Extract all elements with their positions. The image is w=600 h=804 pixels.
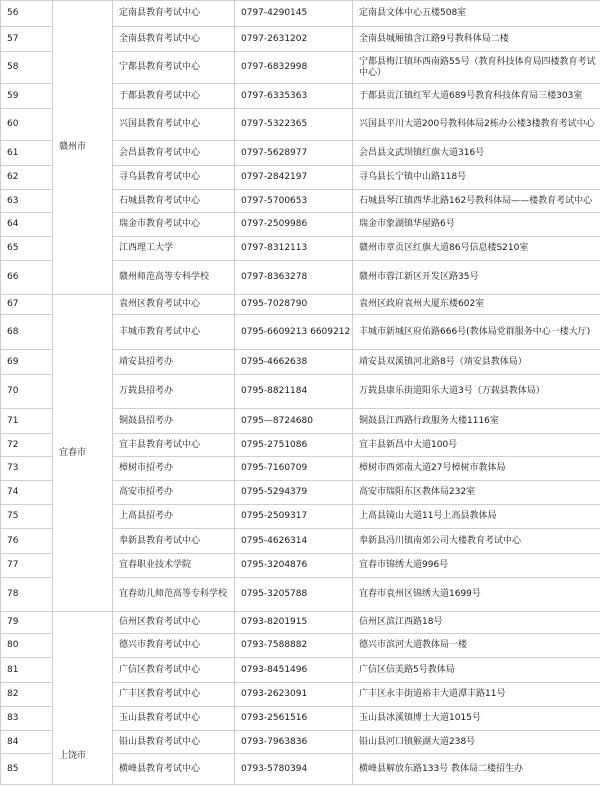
address: 铅山县河口镇猴湖大道238号: [353, 731, 600, 754]
unit-name: 铅山县教育考试中心: [113, 731, 235, 754]
unit-name: 广信区教育考试中心: [113, 658, 235, 683]
unit-name: 信州区教育考试中心: [113, 612, 235, 634]
unit-name: 瑞金市教育考试中心: [113, 213, 235, 237]
phone-number: 0795-8821184: [235, 375, 353, 409]
row-number: 59: [1, 84, 53, 109]
phone-number: 0797-4290145: [235, 1, 353, 27]
address: 上高县镜山大道11号上高县教体局: [353, 505, 600, 529]
address: 高安市瑞阳东区教体局232室: [353, 481, 600, 505]
address: 广丰区永丰街道裕丰大道潭丰路11号: [353, 683, 600, 707]
phone-number: 0795-7160709: [235, 457, 353, 481]
row-number: 85: [1, 754, 53, 785]
address: 定南县文体中心五楼508室: [353, 1, 600, 27]
row-number: 63: [1, 190, 53, 213]
unit-name: 高安市招考办: [113, 481, 235, 505]
table-row: [1, 295, 600, 315]
unit-name: 宁都县教育考试中心: [113, 52, 235, 84]
phone-number: 0795-3204876: [235, 554, 353, 578]
unit-name: 德兴市教育考试中心: [113, 634, 235, 658]
phone-number: 0797-5322365: [235, 109, 353, 141]
address: 丰城市新城区府佑路666号(教体局党群服务中心一楼大厅): [353, 315, 600, 350]
address: 宜春市袁州区锦绣大道1699号: [353, 578, 600, 612]
row-number: 68: [1, 315, 53, 350]
phone-number: 0793-2623091: [235, 683, 353, 707]
row-number: 57: [1, 27, 53, 52]
address: 玉山县冰溪镇博士大道1015号: [353, 707, 600, 731]
row-number: 81: [1, 658, 53, 683]
address: 宜丰县新昌中大道100号: [353, 434, 600, 457]
unit-name: 兴国县教育考试中心: [113, 109, 235, 141]
unit-name: 铜鼓县招考办: [113, 409, 235, 434]
row-number: 82: [1, 683, 53, 707]
row-number: 73: [1, 457, 53, 481]
phone-number: 0793-2561516: [235, 707, 353, 731]
address: 宁都县梅江镇环西南路55号（教育科技体育局四楼教育考试中心）: [353, 52, 600, 84]
unit-name: 奉新县教育考试中心: [113, 529, 235, 554]
phone-number: 0793-8201915: [235, 612, 353, 634]
row-number: 67: [1, 295, 53, 315]
phone-number: 0793-7963836: [235, 731, 353, 754]
phone-number: 0795-2509317: [235, 505, 353, 529]
row-number: 65: [1, 237, 53, 261]
address: 石城县琴江镇西华北路162号教科体局——楼教育考试中心: [353, 190, 600, 213]
address: 樟树市西郊南大道27号樟树市教体局: [353, 457, 600, 481]
address: 全南县城厢镇含江路9号教科体局二楼: [353, 27, 600, 52]
unit-name: 定南县教育考试中心: [113, 1, 235, 27]
unit-name: 寻乌县教育考试中心: [113, 166, 235, 190]
row-number: 78: [1, 578, 53, 612]
phone-number: 0793-8451496: [235, 658, 353, 683]
phone-number: 0795-7028790: [235, 295, 353, 315]
city-cell-yichun: 宜春市: [53, 295, 113, 612]
unit-name: 樟树市招考办: [113, 457, 235, 481]
unit-name: 袁州区教育考试中心: [113, 295, 235, 315]
address: 赣州市蓉江新区开发区路35号: [353, 261, 600, 295]
unit-name: 全南县教育考试中心: [113, 27, 235, 52]
phone-number: 0795-4662638: [235, 350, 353, 375]
phone-number: 0797-8312113: [235, 237, 353, 261]
unit-name: 横峰县教育考试中心: [113, 754, 235, 785]
address: 信州区滨江西路18号: [353, 612, 600, 634]
address: 兴国县平川大道200号教科体局2栋办公楼3楼教育考试中心: [353, 109, 600, 141]
row-number: 71: [1, 409, 53, 434]
address: 赣州市章贡区红旗大道86号信息楼S210室: [353, 237, 600, 261]
unit-name: 石城县教育考试中心: [113, 190, 235, 213]
phone-number: 0795-2751086: [235, 434, 353, 457]
address: 广信区信美路5号教体局: [353, 658, 600, 683]
row-number: 77: [1, 554, 53, 578]
phone-number: 0797-2631202: [235, 27, 353, 52]
row-number: 72: [1, 434, 53, 457]
phone-number: 0797-6832998: [235, 52, 353, 84]
row-number: 56: [1, 1, 53, 27]
unit-name: 宜春幼儿师范高等专科学校: [113, 578, 235, 612]
phone-number: 0797-2509986: [235, 213, 353, 237]
table-row: [1, 1, 600, 27]
unit-name: 广丰区教育考试中心: [113, 683, 235, 707]
address: 奉新县冯川镇南郊公司大楼教育考试中心: [353, 529, 600, 554]
unit-name: 玉山县教育考试中心: [113, 707, 235, 731]
phone-number: 0795-5294379: [235, 481, 353, 505]
city-cell-ganzhou: 赣州市: [53, 1, 113, 295]
row-number: 75: [1, 505, 53, 529]
phone-number: 0797-6335363: [235, 84, 353, 109]
phone-number: 0795-3205788: [235, 578, 353, 612]
directory-table-body: [1, 1, 600, 785]
row-number: 64: [1, 213, 53, 237]
address: 袁州区政府袁州大厦东楼602室: [353, 295, 600, 315]
unit-name: 宜丰县教育考试中心: [113, 434, 235, 457]
phone-number: 0797-8363278: [235, 261, 353, 295]
unit-name: 会昌县教育考试中心: [113, 141, 235, 166]
unit-name: 赣州师范高等专科学校: [113, 261, 235, 295]
address: 德兴市滨河大道教体局一楼: [353, 634, 600, 658]
unit-name: 上高县招考办: [113, 505, 235, 529]
row-number: 69: [1, 350, 53, 375]
address: 万载县康乐街道阳乐大道3号（万载县教体局）: [353, 375, 600, 409]
phone-number: 0793-5780394: [235, 754, 353, 785]
row-number: 84: [1, 731, 53, 754]
unit-name: 丰城市教育考试中心: [113, 315, 235, 350]
row-number: 58: [1, 52, 53, 84]
address: 靖安县双溪镇河北路8号（靖安县教体局）: [353, 350, 600, 375]
row-number: 76: [1, 529, 53, 554]
row-number: 66: [1, 261, 53, 295]
row-number: 74: [1, 481, 53, 505]
address: 瑞金市象湖镇华屋路6号: [353, 213, 600, 237]
phone-number: 0795-4626314: [235, 529, 353, 554]
phone-number: 0793-7588882: [235, 634, 353, 658]
phone-number: 0797-2842197: [235, 166, 353, 190]
row-number: 70: [1, 375, 53, 409]
phone-number: 0795-6609213 6609212: [235, 315, 353, 350]
address: 横峰县解放东路133号 教体局二楼招生办: [353, 754, 600, 785]
address: 寻乌县长宁镇中山路118号: [353, 166, 600, 190]
unit-name: 江西理工大学: [113, 237, 235, 261]
phone-number: 0795—8724680: [235, 409, 353, 434]
address: 会昌县文武坝镇红旗大道316号: [353, 141, 600, 166]
address: 宜春市锦绣大道996号: [353, 554, 600, 578]
unit-name: 宜春职业技术学院: [113, 554, 235, 578]
address: 铜鼓县江西路行政服务大楼1116室: [353, 409, 600, 434]
table-row: [1, 612, 600, 634]
row-number: 62: [1, 166, 53, 190]
unit-name: 靖安县招考办: [113, 350, 235, 375]
city-cell-shangrao: 上饶市: [53, 612, 113, 785]
row-number: 60: [1, 109, 53, 141]
address: 于都县贡江镇红军大道689号教育科技体育局三楼303室: [353, 84, 600, 109]
phone-number: 0797-5628977: [235, 141, 353, 166]
unit-name: 于都县教育考试中心: [113, 84, 235, 109]
row-number: 80: [1, 634, 53, 658]
phone-number: 0797-5700653: [235, 190, 353, 213]
unit-name: 万载县招考办: [113, 375, 235, 409]
row-number: 61: [1, 141, 53, 166]
row-number: 79: [1, 612, 53, 634]
row-number: 83: [1, 707, 53, 731]
